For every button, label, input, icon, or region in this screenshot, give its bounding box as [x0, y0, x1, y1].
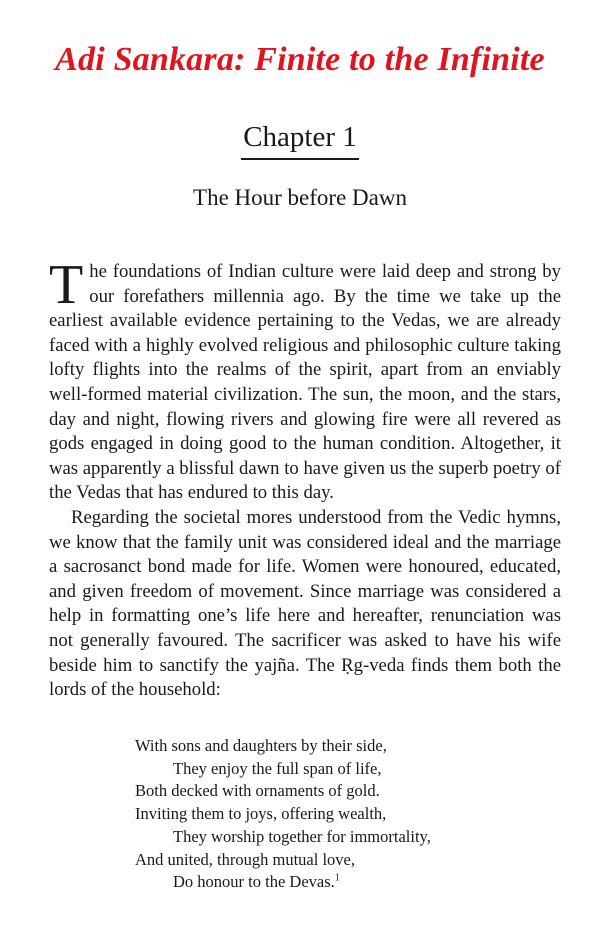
verse-line: With sons and daughters by their side,: [135, 736, 387, 755]
paragraph-1: The foundations of Indian culture were laid deep and strong by our forefathers millennia ago. By the time we take up the earliest available evidence pertaining to the Vedas, we are already faced with a highly evolved religious and philosophic culture taking lofty flights into the realms of the spirit, apart from an enviably well-formed material civilization. The sun, the moon, and the stars, day and night, flowing rivers and glowing fire were all revered as gods engaged in doing good to the human condition. Altogether, it was apparently a blissful dawn to have given us the superb poetry of the Vedas that has endured to this day.: [49, 254, 561, 504]
verse-line-last: [135, 871, 535, 894]
body-text: [49, 254, 561, 703]
chapter-heading: [0, 120, 600, 160]
verse-line: Inviting them to joys, offering wealth,: [135, 804, 387, 824]
footnote-marker: 1: [334, 872, 340, 884]
verse-line: And united, through mutual love,: [135, 849, 355, 869]
paragraph-2: Regarding the societal mores understood from the Vedic hymns, we know that the family unit was considered ideal and the marriage a sacrosanct bond made for life. Women were honoured, educated, and given freedom of movement. Since marriage was considered a help in formatting one’s life here and hereafter, renunciation was not generally favoured. The sacrificer was asked to have his wife beside him to sanctify the yajña. The Ṛg-veda finds them both the lords of the household:: [49, 506, 561, 701]
verse-line: Both decked with ornaments of gold.: [135, 781, 380, 801]
book-title: Adi Sankara: Finite to the Infinite: [55, 41, 545, 78]
verse-line: They worship together for immortality,: [173, 826, 431, 846]
chapter-subtitle: The Hour before Dawn: [193, 185, 407, 210]
verse-block: [135, 735, 535, 894]
chapter-label: Chapter 1: [241, 120, 359, 160]
verse-line-text: Do honour to the Devas.: [173, 872, 335, 892]
verse-line: They enjoy the full span of life,: [173, 758, 382, 778]
